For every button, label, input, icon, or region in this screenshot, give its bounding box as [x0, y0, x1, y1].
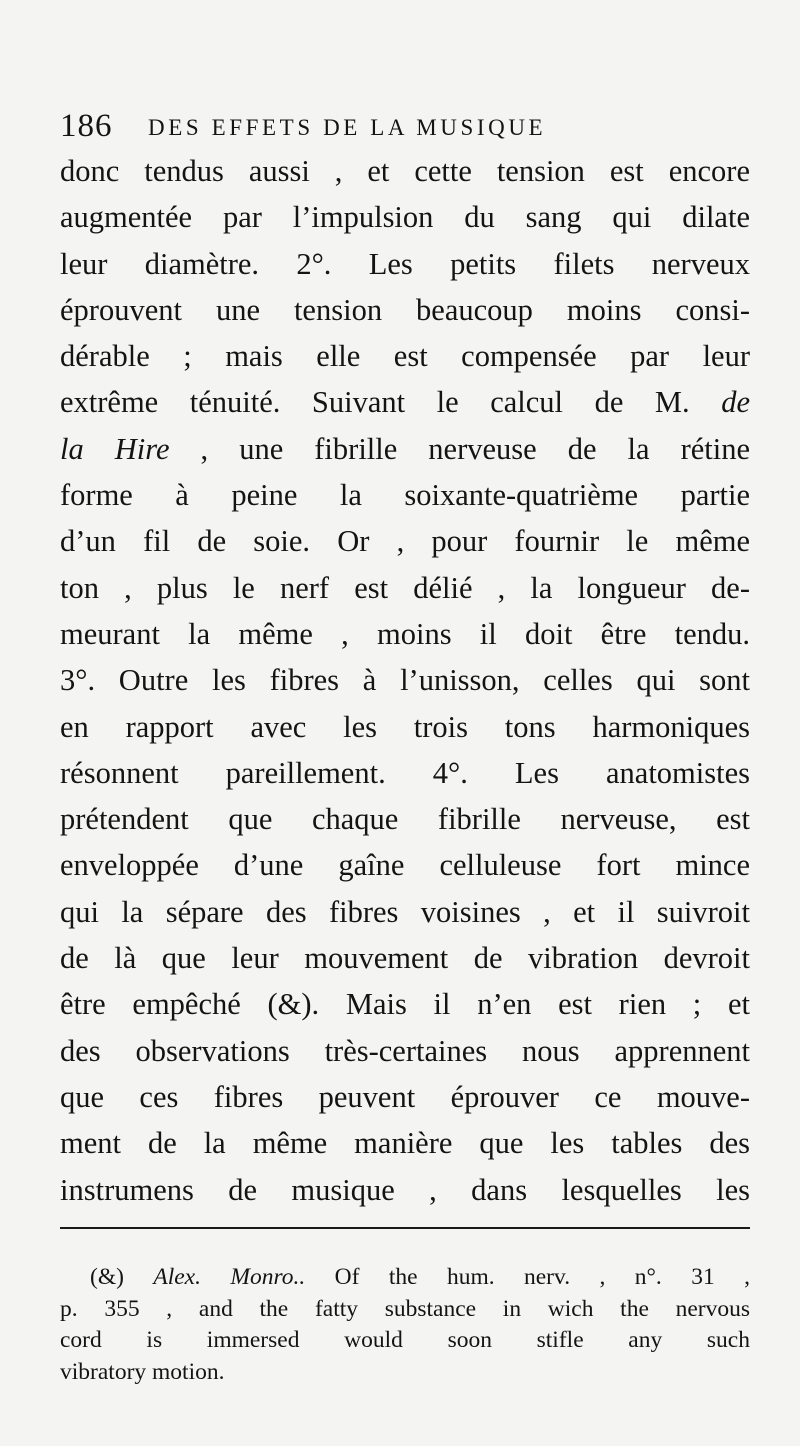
- footnote-line: [60, 1262, 750, 1294]
- page-header: [60, 104, 750, 148]
- running-head: DES EFFETS DE LA MUSIQUE: [148, 115, 547, 140]
- text-line: que ces fibres peuvent éprouver ce mouve-: [60, 1079, 750, 1114]
- footnote-author: Alex. Monro..: [153, 1264, 306, 1290]
- footnote-marker: (&): [90, 1264, 124, 1290]
- footnote-line: p. 355 , and the fatty substance in wich the nervous: [60, 1295, 750, 1322]
- text-line: leur diamètre. 2°. Les petits filets nerveux: [60, 246, 750, 281]
- text-line: donc tendus aussi , et cette tension est encore: [60, 154, 750, 188]
- footnote-line: vibratory motion.: [60, 1358, 225, 1385]
- text-line: augmentée par l’impulsion du sang qui dilate: [60, 200, 750, 235]
- footnote-divider: [60, 1227, 750, 1229]
- text-line: résonnent pareillement. 4°. Les anatomistes: [60, 755, 750, 790]
- text-line: prétendent que chaque fibrille nerveuse, est: [60, 802, 750, 837]
- footnote: [60, 1262, 750, 1388]
- text-line: enveloppée d’une gaîne celluleuse fort mince: [60, 848, 750, 883]
- text-line: être empêché (&). Mais il n’en est rien ; et: [60, 987, 750, 1022]
- text-line: d’un fil de soie. Or , pour fournir le même: [60, 524, 750, 559]
- text-line: [60, 379, 750, 425]
- text-line: instrumens de musique , dans lesquelles les: [60, 1172, 750, 1207]
- text-line: qui la sépare des fibres voisines , et il suivroit: [60, 894, 750, 929]
- text-line: [60, 426, 750, 472]
- text-line: forme à peine la soixante-quatrième partie: [60, 478, 750, 513]
- footnote-line: cord is immersed would soon stifle any such: [60, 1327, 750, 1353]
- page-number: 186: [60, 108, 113, 144]
- text-line: de là que leur mouvement de vibration devroit: [60, 941, 750, 976]
- text-line-part: extrême ténuité. Suivant le calcul de M.: [60, 385, 722, 420]
- text-line: ton , plus le nerf est délié , la longueur de-: [60, 570, 750, 605]
- main-text: [60, 148, 750, 1213]
- text-line: en rapport avec les trois tons harmoniques: [60, 709, 750, 744]
- text-line: 3°. Outre les fibres à l’unisson, celles qui sont: [60, 663, 750, 698]
- text-line: ment de la même manière que les tables des: [60, 1126, 750, 1161]
- footnote-citation: Of the hum. nerv. , n°. 31 ,: [305, 1264, 750, 1290]
- italic-name: de: [721, 385, 750, 420]
- text-line: éprouvent une tension beaucoup moins consi-: [60, 292, 750, 327]
- text-line-part: , une fibrille nerveuse de la rétine: [169, 431, 750, 466]
- text-line: dérable ; mais elle est compensée par leur: [60, 339, 750, 374]
- text-line: des observations très-certaines nous apprennent: [60, 1033, 750, 1068]
- text-line: meurant la même , moins il doit être tendu.: [60, 616, 750, 651]
- italic-name: la Hire: [60, 431, 170, 466]
